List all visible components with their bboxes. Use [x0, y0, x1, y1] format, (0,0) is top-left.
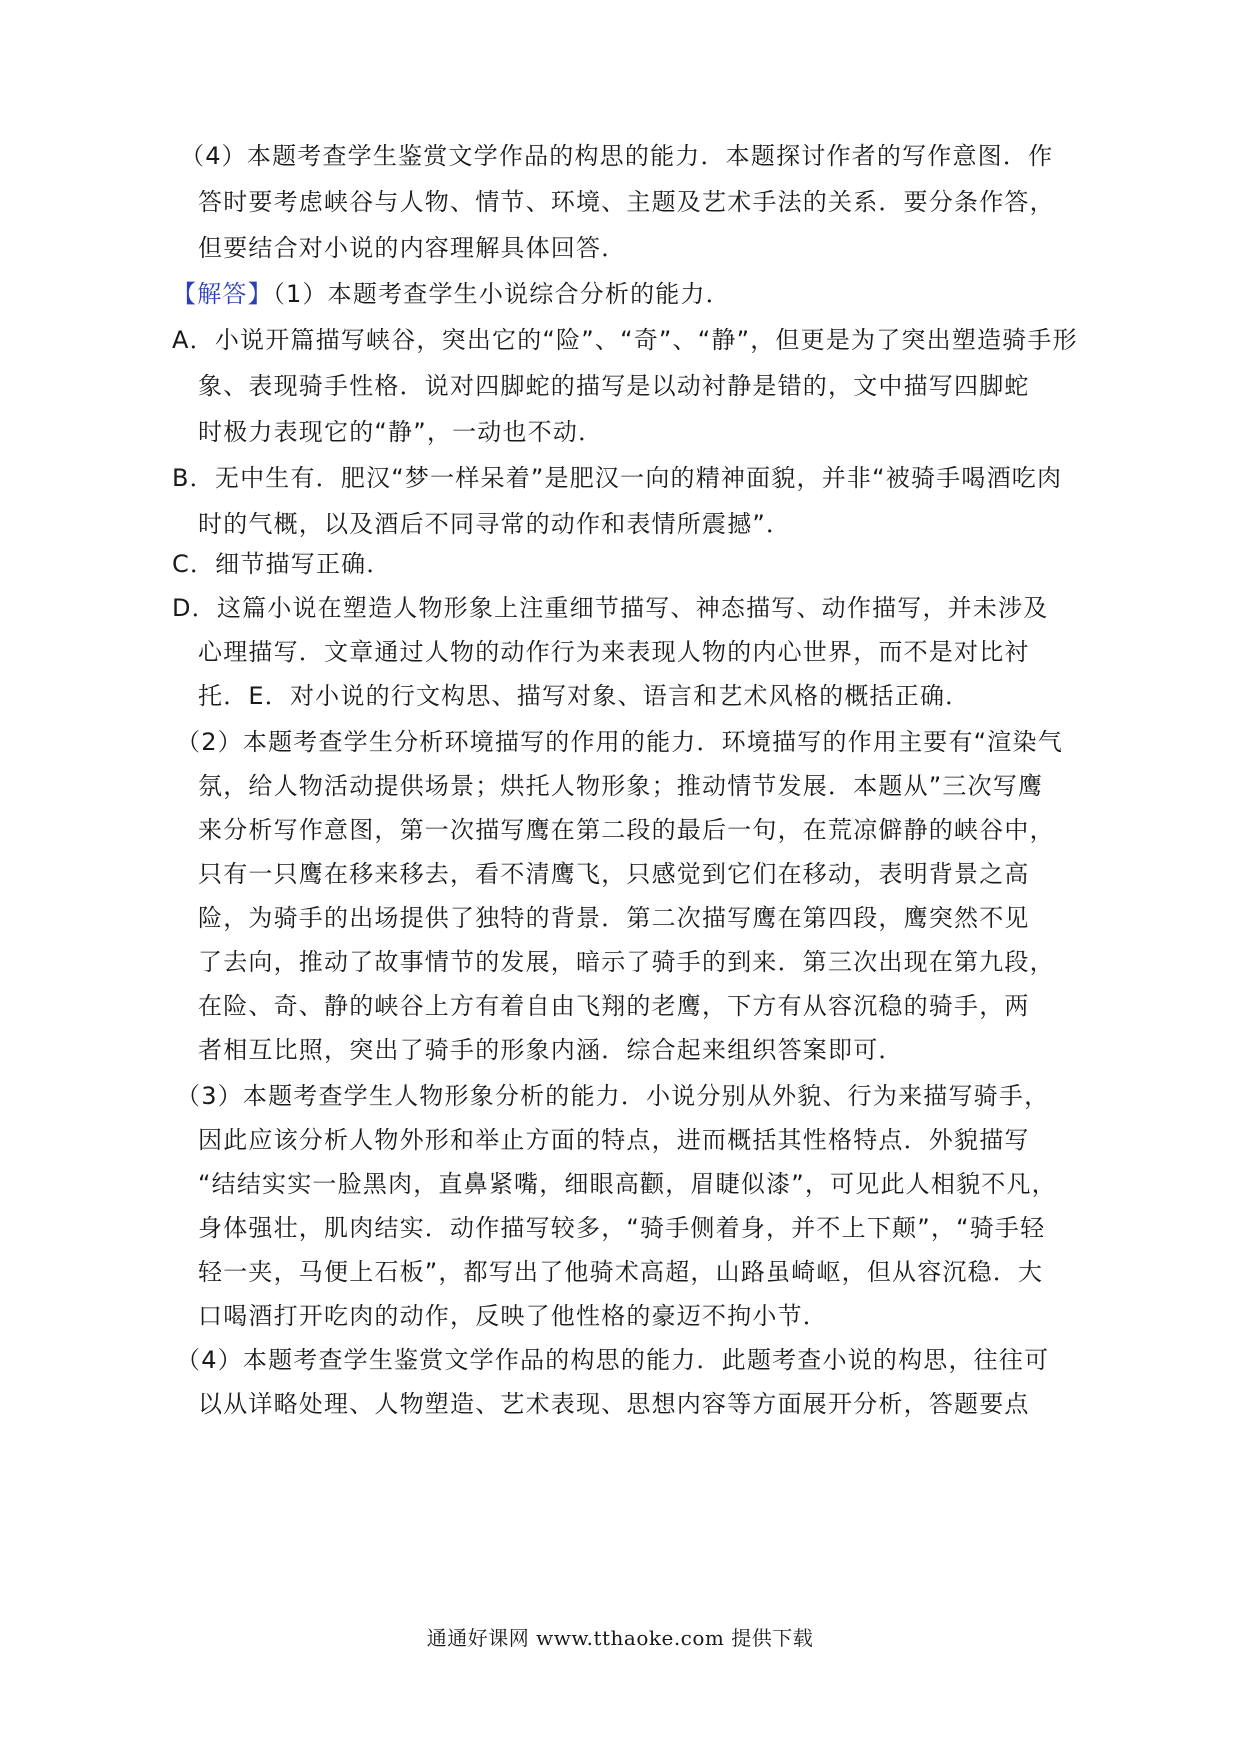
line-text: 托．E．对小说的行文构思、描写对象、语言和艺术风格的概括正确． [198, 682, 971, 710]
text-line [198, 186, 1055, 218]
line-text: 氛，给人物活动提供场景；烘托人物形象；推动情节发展．本题从”三次写鹰 [198, 772, 1044, 800]
line-text: 者相互比照，突出了骑手的形象内涵．综合起来组织答案即可． [198, 1036, 904, 1064]
line-text: 时极力表现它的“静”，一动也不动． [198, 418, 604, 446]
text-line [176, 1080, 1049, 1112]
text-line [198, 1212, 1045, 1244]
line-text: B．无中生有．肥汉“梦一样呆着”是肥汉一向的精神面貌，并非“被骑手喝酒吃肉 [172, 464, 1063, 492]
line-text: （4）本题考查学生鉴赏文学作品的构思的能力．本题探讨作者的写作意图．作 [180, 142, 1054, 170]
line-text: 险，为骑手的出场提供了独特的背景．第二次描写鹰在第四段，鹰突然不见 [198, 904, 1030, 932]
line-text: 口喝酒打开吃肉的动作，反映了他性格的豪迈不拘小节． [198, 1302, 828, 1330]
text-line [198, 680, 970, 712]
line-text: 轻一夹，马便上石板”，都写出了他骑术高超，山路虽崎岖，但从容沉稳．大 [198, 1258, 1044, 1286]
line-text: 因此应该分析人物外形和举止方面的特点，进而概括其性格特点．外貌描写 [198, 1126, 1030, 1154]
line-text: 在险、奇、静的峡谷上方有着自由飞翔的老鹰，下方有从容沉稳的骑手，两 [198, 992, 1030, 1020]
line-text: 答时要考虑峡谷与人物、情节、环境、主题及艺术手法的关系．要分条作答， [198, 188, 1055, 216]
line-text: 以从详略处理、人物塑造、艺术表现、思想内容等方面展开分析，答题要点 [198, 1390, 1030, 1418]
line-text: （4）本题考查学生鉴赏文学作品的构思的能力．此题考查小说的构思，往往可 [176, 1346, 1050, 1374]
line-text: 但要结合对小说的内容理解具体回答． [198, 234, 627, 262]
text-line [176, 726, 1063, 758]
text-line [198, 902, 1030, 934]
line-text: 时的气概，以及酒后不同寻常的动作和表情所震撼”． [198, 510, 792, 538]
text-line [198, 416, 603, 448]
text-line [198, 990, 1030, 1022]
line-text: 了去向，推动了故事情节的发展，暗示了骑手的到来．第三次出现在第九段， [198, 948, 1055, 976]
text-line [198, 1168, 1057, 1200]
text-line [198, 1124, 1030, 1156]
answer-tag: 【解答】 [172, 280, 273, 308]
line-text: 只有一只鹰在移来移去，看不清鹰飞，只感觉到它们在移动，表明背景之高 [198, 860, 1030, 888]
line-text: （1）本题考查学生小说综合分析的能力． [272, 280, 731, 308]
line-text: “结结实实一脸黑肉，直鼻紧嘴，细眼高颧，眉睫似漆”，可见此人相貌不凡， [198, 1170, 1057, 1198]
line-text: C．细节描写正确． [172, 550, 392, 578]
text-line [172, 324, 1078, 356]
page-footer: 通通好课网 www.tthaoke.com 提供下载 [426, 1626, 814, 1650]
text-line [198, 814, 1055, 846]
text-line [198, 508, 791, 540]
text-line [198, 232, 626, 264]
text-line [198, 1256, 1043, 1288]
text-line [172, 592, 1048, 624]
text-line [180, 140, 1053, 172]
text-line [198, 858, 1030, 890]
line-text: 来分析写作意图，第一次描写鹰在第二段的最后一句，在荒凉僻静的峡谷中， [198, 816, 1055, 844]
text-line [172, 462, 1062, 494]
text-line [198, 1034, 904, 1066]
text-line [198, 636, 1030, 668]
line-text: （3）本题考查学生人物形象分析的能力．小说分别从外貌、行为来描写骑手， [176, 1082, 1050, 1110]
text-line [198, 1300, 828, 1332]
text-line [172, 548, 392, 580]
text-line [198, 370, 1030, 402]
text-line [198, 770, 1043, 802]
line-text: A．小说开篇描写峡谷，突出它的“险”、“奇”、“静”，但更是为了突出塑造骑手形 [172, 326, 1078, 354]
line-text: 身体强壮，肌肉结实．动作描写较多，“骑手侧着身，并不上下颠”，“骑手轻 [198, 1214, 1046, 1242]
line-text: 心理描写．文章通过人物的动作行为来表现人物的内心世界，而不是对比衬 [198, 638, 1030, 666]
text-line [172, 278, 731, 310]
line-text: （2）本题考查学生分析环境描写的作用的能力．环境描写的作用主要有“渲染气 [176, 728, 1063, 756]
line-text: 象、表现骑手性格．说对四脚蛇的描写是以动衬静是错的，文中描写四脚蛇 [198, 372, 1030, 400]
line-text: D．这篇小说在塑造人物形象上注重细节描写、神态描写、动作描写，并未涉及 [172, 594, 1049, 622]
text-line [176, 1344, 1049, 1376]
text-line [198, 946, 1055, 978]
text-line [198, 1388, 1030, 1420]
